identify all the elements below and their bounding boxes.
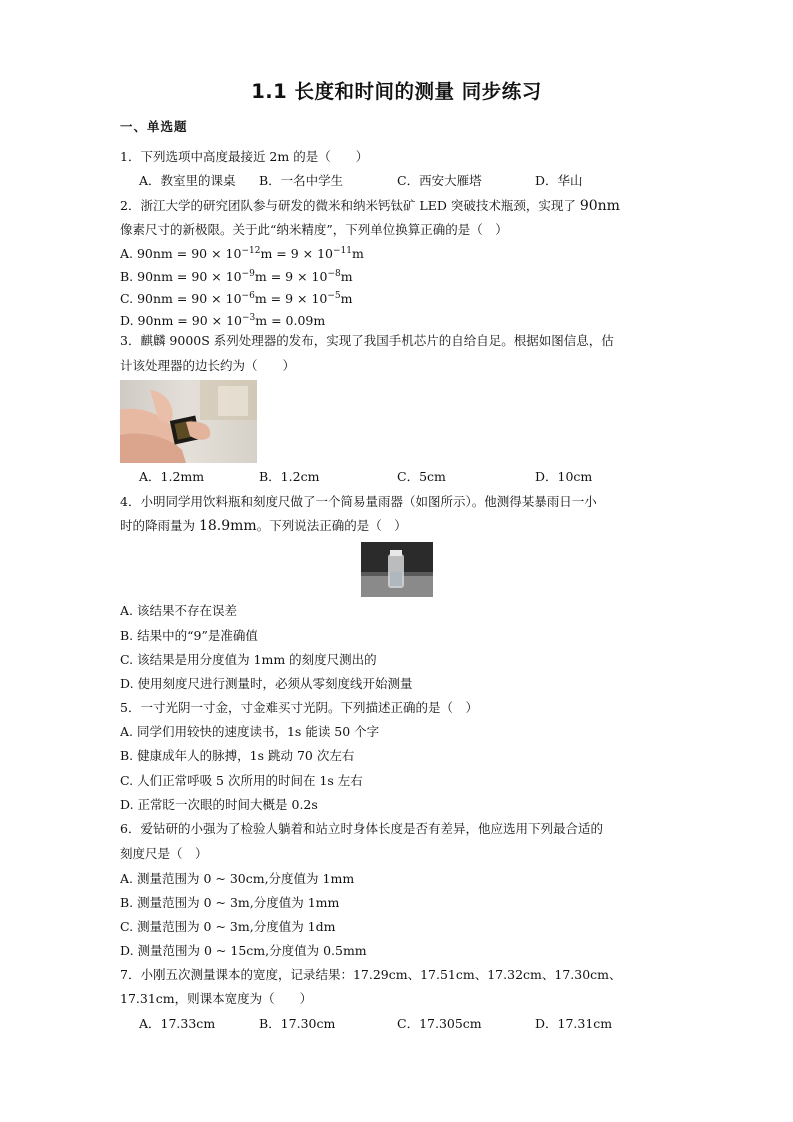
question-7-line-2: 17.31cm，则课本宽度为（ ） <box>120 991 313 1006</box>
q1-option-a: A．教室里的课桌 <box>139 173 236 188</box>
q3-option-c: C．5cm <box>397 469 446 484</box>
q2-option-a: A. $90nm = 90 \times 10^{-12}m = 9 \times 10^{-11}m$ <box>120 246 364 261</box>
q4-option-d: D. 使用刻度尺进行测量时，必须从零刻度线开始测量 <box>120 676 413 691</box>
question-5-stem: 5．一寸光阴一寸金，寸金难买寸光阴。下列描述正确的是（ ） <box>120 700 478 715</box>
question-4-line-2: 时的降雨量为 18.9mm。下列说法正确的是（ ） <box>120 518 407 534</box>
question-6-line-2: 刻度尺是（ ） <box>120 846 208 861</box>
q4-option-c: C. 该结果是用分度值为 1mm 的刻度尺测出的 <box>120 652 377 667</box>
q3-option-d: D．10cm <box>535 469 593 484</box>
q7-option-d: D．17.31cm <box>535 1016 613 1031</box>
q4-option-a: A. 该结果不存在误差 <box>120 603 237 618</box>
q5-option-b: B. 健康成年人的脉搏，1s 跳动 70 次左右 <box>120 748 355 763</box>
q7-option-a: A．17.33cm <box>139 1016 216 1031</box>
q7-option-b: B．17.30cm <box>259 1016 336 1031</box>
question-2-line-1 <box>120 197 620 215</box>
q2-option-b: B. $90nm = 90 \times 10^{-9}m = 9 \times 10^{-8}m$ <box>120 269 353 284</box>
q6-option-c: C. 测量范围为 0 ~ 3m,分度值为 1dm <box>120 919 336 934</box>
question-7-line-1: 7．小刚五次测量课本的宽度，记录结果：17.29cm、17.51cm、17.32cm、17.30cm、 <box>120 967 622 982</box>
q2-option-c: C. $90nm = 90 \times 10^{-6}m = 9 \times 10^{-5}m$ <box>120 291 353 306</box>
q6-option-d: D. 测量范围为 0 ~ 15cm,分度值为 0.5mm <box>120 943 367 958</box>
question-4-line-1: 4．小明同学用饮料瓶和刻度尺做了一个简易量雨器（如图所示）。他测得某暴雨日一小 <box>120 494 597 509</box>
q6-option-b: B. 测量范围为 0 ~ 3m,分度值为 1mm <box>120 895 340 910</box>
q1-option-c: C．西安大雁塔 <box>397 173 482 188</box>
question-2-line-2: 像素尺寸的新极限。关于此“纳米精度”，下列单位换算正确的是（ ） <box>120 222 508 237</box>
q3-option-b: B．1.2cm <box>259 469 320 484</box>
q4-option-b: B. 结果中的“9”是准确值 <box>120 628 258 643</box>
q1-option-d: D．华山 <box>535 173 583 188</box>
q5-option-d: D. 正常眨一次眼的时间大概是 0.2s <box>120 797 318 812</box>
q2-value: 90nm <box>579 198 620 214</box>
q3-option-a: A．1.2mm <box>139 469 205 484</box>
q7-option-c: C．17.305cm <box>397 1016 482 1031</box>
question-3-line-2: 计该处理器的边长约为（ ） <box>120 358 296 373</box>
q2-text: 2．浙江大学的研究团队参与研发的微米和纳米钙钛矿 LED 突破技术瓶颈，实现了 <box>120 198 580 213</box>
question-6-line-1: 6．爱钻研的小强为了检验人躺着和站立时身体长度是否有差异，他应选用下列最合适的 <box>120 821 603 836</box>
section-heading: 一、单选题 <box>120 119 188 134</box>
chip-photo <box>120 380 257 463</box>
rain-gauge-photo <box>361 542 433 597</box>
q5-option-c: C. 人们正常呼吸 5 次所用的时间在 1s 左右 <box>120 773 363 788</box>
q1-option-b: B．一名中学生 <box>259 173 344 188</box>
question-1-stem: 1．下列选项中高度最接近 2m 的是（ ） <box>120 149 369 164</box>
q6-option-a: A. 测量范围为 0 ~ 30cm,分度值为 1mm <box>120 871 355 886</box>
q5-option-a: A. 同学们用较快的速度读书，1s 能读 50 个字 <box>120 724 380 739</box>
question-3-line-1: 3．麒麟 9000S 系列处理器的发布，实现了我国手机芯片的自给自足。根据如图信息，估 <box>120 333 614 348</box>
page-title: 1.1 长度和时间的测量 同步练习 <box>251 80 542 103</box>
q2-option-d: D. $90nm = 90 \times 10^{-3}m = 0.09m$ <box>120 313 326 328</box>
